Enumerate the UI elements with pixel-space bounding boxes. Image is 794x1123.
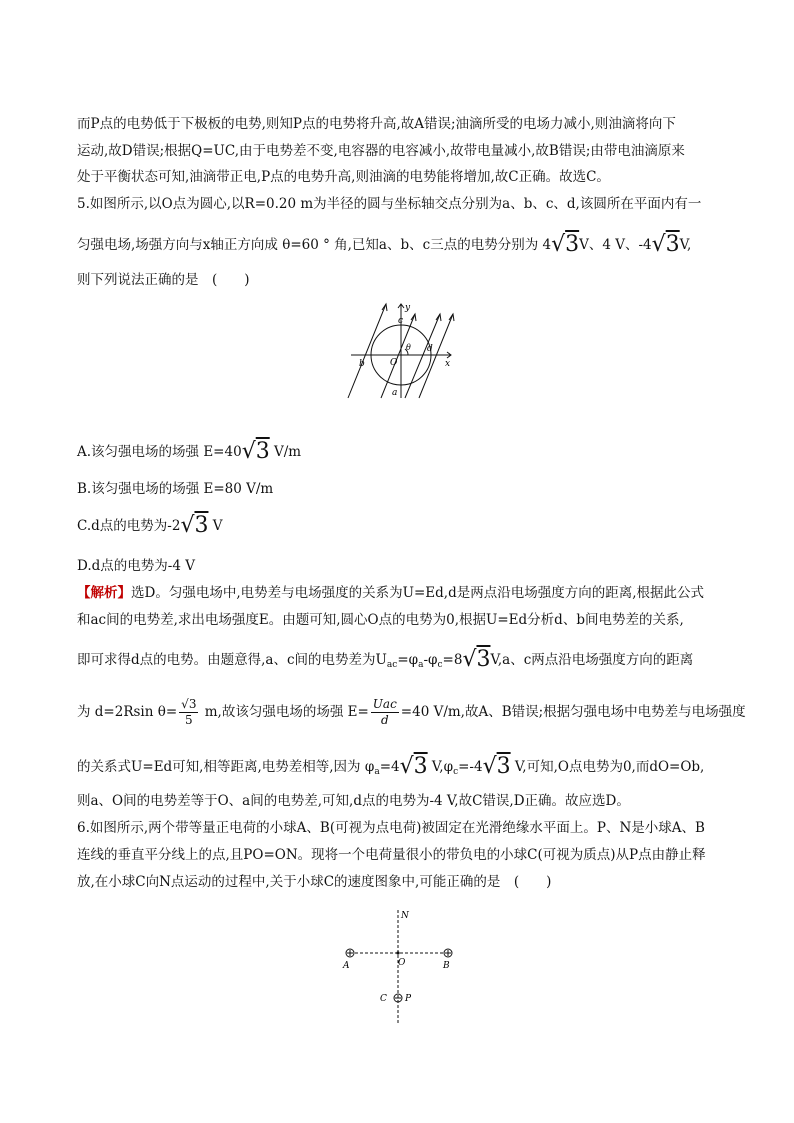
question-6-stem: 6.如图所示,两个带等量正电荷的小球A、B(可视为点电荷)被固定在光滑绝缘水平面上。P、N是小球A、B	[77, 820, 705, 836]
text-line: 而P点的电势低于下极板的电势,则知P点的电势将升高,故A错误;油滴所受的电场力减小,则油滴将向下	[77, 116, 676, 132]
figure-label-o: O	[398, 958, 406, 968]
figure-label-n: N	[401, 911, 409, 921]
question-5-stem: 5.如图所示,以O点为圆心,以R=0.20 m为半径的圆与坐标轴交点分别为a、b、c、d,该圆所在平面内有一	[77, 196, 702, 212]
figure-label-o: O	[390, 358, 398, 368]
figure-label-c: C	[380, 994, 387, 1004]
sqrt-symbol: √3	[241, 439, 270, 464]
figure-label-c: c	[398, 316, 404, 326]
sqrt-symbol: √3	[399, 754, 428, 779]
text-line: 处于平衡状态可知,油滴带正电,P点的电势升高,则油滴的电势能将增加,故C正确。故选C。	[77, 169, 610, 185]
text-line: 运动,故D错误;根据Q=UC,由于电势差不变,电容器的电容减小,故带电量减小,故B错误;由带电油滴原来	[77, 143, 685, 159]
figure-label-y: y	[405, 303, 411, 313]
figure-label-p: P	[405, 994, 412, 1004]
analysis-tag: 【解析】	[77, 585, 131, 601]
figure-label-b: b	[359, 359, 365, 369]
figure-label-theta: θ	[406, 343, 411, 352]
sqrt-symbol: √3	[180, 513, 209, 538]
fraction: $\frac{\text{Uac}}{d}$	[372, 697, 397, 727]
charges-figure	[330, 905, 470, 1030]
analysis-line: 则a、O间的电势差等于O、a间的电势差,可知,d点的电势为-4 V,故C错误,D正确。故应选D。	[77, 793, 630, 809]
question-5-stem: 则下列说法正确的是 ( )	[77, 272, 250, 288]
analysis-line: 和ac间的电势差,求出电场强度E。由题可知,圆心O点的电势为0,根据U=Ed分析d、b间电势差的关系,	[77, 612, 684, 628]
circle-field-figure	[345, 298, 460, 403]
question-6-stem: 连线的垂直平分线上的点,且PO=ON。现将一个电荷量很小的带负电的小球C(可视为质点)从P点由静止释	[77, 847, 706, 863]
option-c: C.d点的电势为-2√3 V	[77, 513, 223, 538]
analysis-line: 【解析】选D。匀强电场中,电势差与电场强度的关系为U=Ed,d是两点沿电场强度方向的距离,根据此公式	[77, 585, 705, 601]
sqrt-symbol: √3	[651, 232, 680, 257]
figure-label-b: B	[443, 961, 450, 971]
question-5-stem: 匀强电场,场强方向与x轴正方向成 θ=60 ° 角,已知a、b、c三点的电势分别为 4√3V、4 V、-4√3V,	[77, 232, 692, 257]
figure-label-a: A	[343, 961, 350, 971]
sqrt-symbol: √3	[482, 754, 511, 779]
option-b: B.该匀强电场的场强 E=80 V/m	[77, 481, 274, 497]
figure-label-a: a	[392, 388, 398, 398]
analysis-line: 即可求得d点的电势。由题意得,a、c间的电势差为$U_{ac}=\varphi_a-\varphi_c=8√3V,a$、c两点沿电场强度方向的距离	[77, 647, 694, 672]
figure-label-x: x	[445, 359, 451, 369]
analysis-line: 的关系式U=Ed可知,相等距离,电势差相等,因为 $\varphi_a=4√3$ $V,\varphi_c=-4√3$ V,可知,O点电势为0,而dO=Ob,	[77, 754, 705, 779]
sqrt-symbol: √3	[551, 232, 580, 257]
sqrt-symbol: √3	[462, 647, 491, 672]
analysis-line: 为 d=2Rsin θ= $\frac{√3}{5}$ m,故该匀强电场的场强 E= $\frac{\text{Uac}}{d}$ =40 V/m,故A、B错误;根据匀强电场中电势差与电场强度	[77, 697, 746, 727]
figure-label-d: d	[427, 344, 433, 354]
option-d: D.d点的电势为-4 V	[77, 558, 195, 574]
question-6-stem: 放,在小球C向N点运动的过程中,关于小球C的速度图象中,可能正确的是 ( )	[77, 874, 552, 890]
fraction: $\frac{√3}{5}$	[181, 697, 197, 727]
option-a: A.该匀强电场的场强 E=40√3 V/m	[77, 439, 302, 464]
